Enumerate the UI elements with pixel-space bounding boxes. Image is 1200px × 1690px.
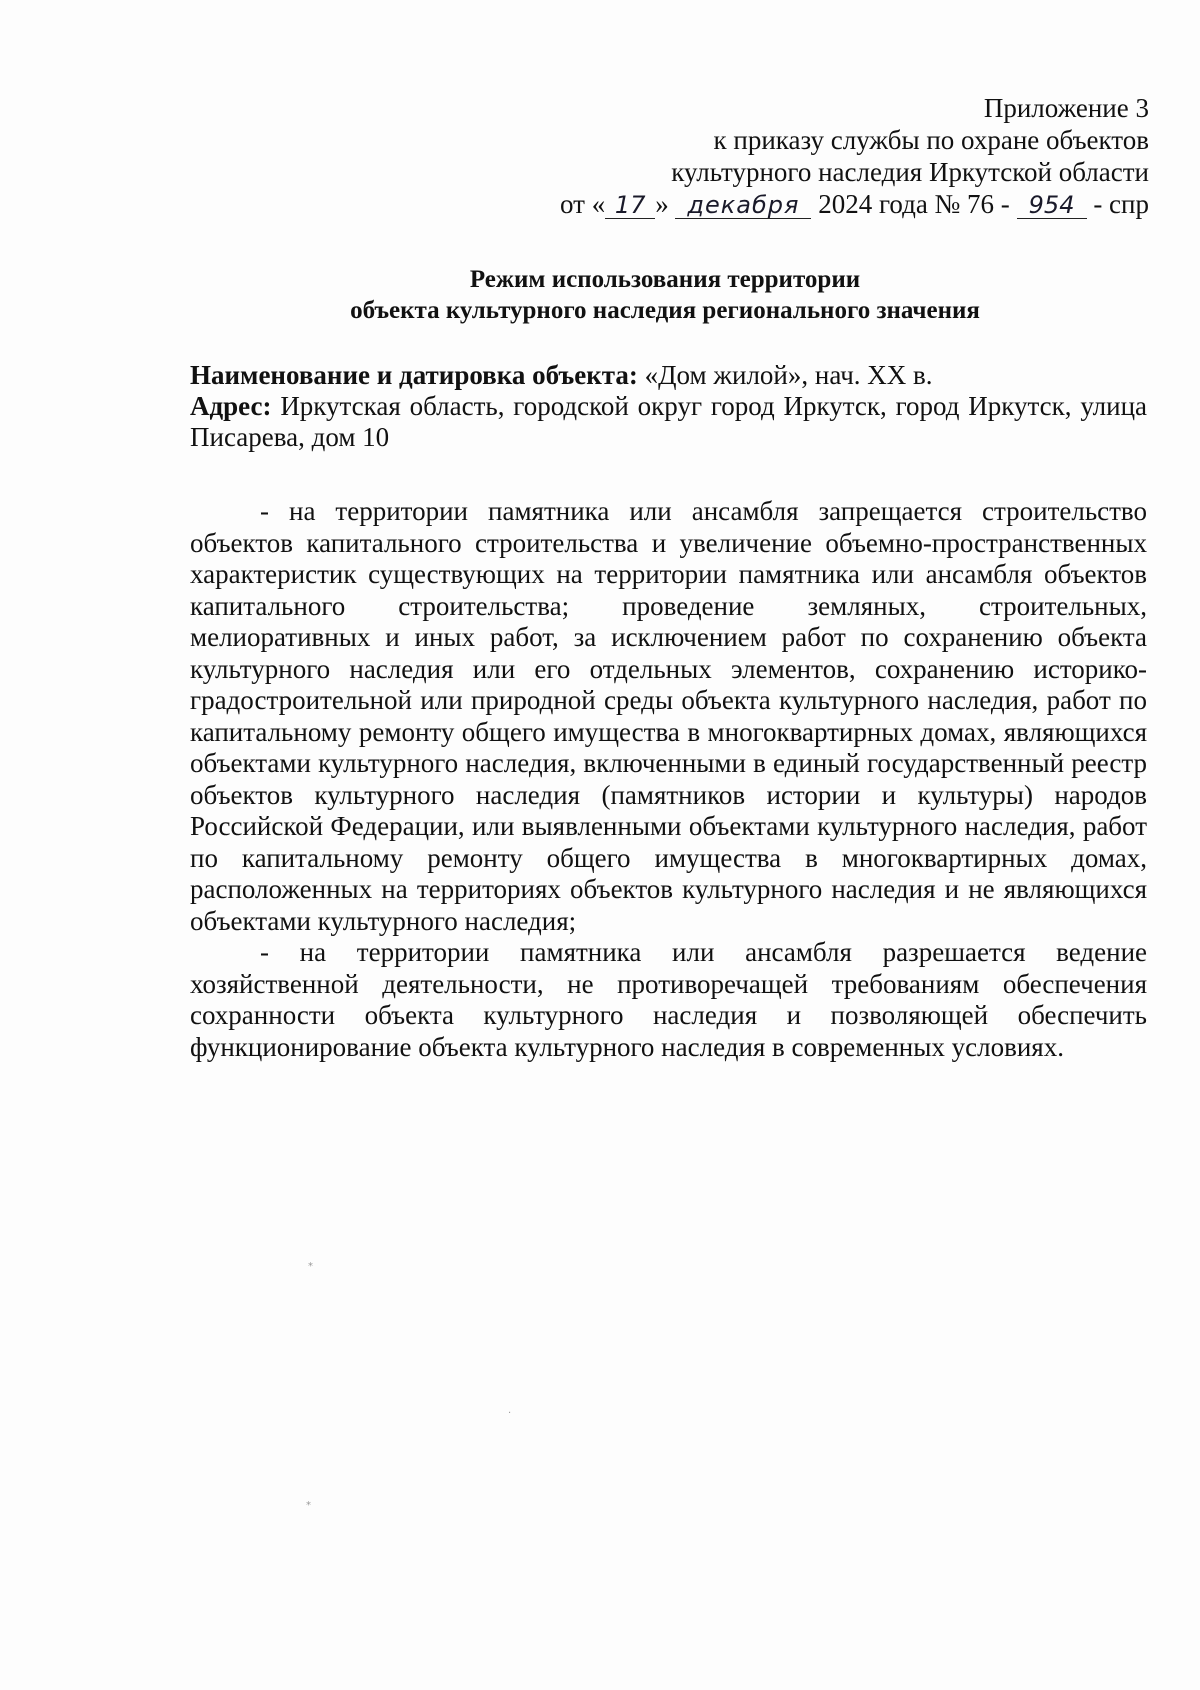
object-name-label: Наименование и датировка объекта: (190, 360, 638, 390)
object-address-value: Иркутская область, городской округ город Иркутск, город Иркутск, улица Писарева, дом 10 (190, 391, 1148, 452)
appendix-date-line (560, 188, 1149, 220)
regime-paragraph-permission: - на территории памятника или ансамбля разрешается ведение хозяйственной деятельности, не противоречащей требованиям обеспечения сохранности объекта культурного наследия и позволяющей обеспечить функционирование объекта культурного наследия в современных условиях. (190, 937, 1147, 1062)
date-mid: » (655, 189, 669, 219)
handwritten-order-number: 954 (1017, 192, 1087, 219)
date-year-text: 2024 года № 76 - (818, 189, 1010, 219)
object-name-value: «Дом жилой», нач. XX в. (644, 360, 933, 390)
object-address-label: Адрес: (190, 391, 272, 421)
object-name-row (190, 360, 1147, 391)
handwritten-day: 17 (605, 192, 655, 219)
object-info (190, 360, 1147, 453)
scan-speck: ⁎ (306, 1497, 311, 1508)
appendix-order-ref: к приказу службы по охране объектов (713, 125, 1149, 155)
appendix-authority: культурного наследия Иркутской области (671, 157, 1149, 187)
regime-paragraph-prohibition: - на территории памятника или ансамбля запрещается строительство объектов капитального строительства и увеличение объемно-пространственных характеристик существующих на территории памятника или ансамбля объектов капитального строительства; проведение земляных, строительных, мелиоративных и иных работ, за исключением работ по сохранению объекта культурного наследия или его отдельных элементов, сохранению историко-градостроительной или природной среды объекта культурного наследия, работ по капитальному ремонту общего имущества в многоквартирных домах, являющихся объектами культурного наследия, включенными в единый государственный реестр объектов культурного наследия (памятников истории и культуры) народов Российской Федерации, или выявленными объектами культурного наследия, работ по капитальному ремонту общего имущества в многоквартирных домах, расположенных на территориях объектов культурного наследия и не являющихся объектами культурного наследия; (190, 496, 1147, 936)
handwritten-month: декабря (675, 192, 811, 219)
title-line-2: объекта культурного наследия регионального значения (350, 297, 980, 324)
appendix-header (560, 92, 1149, 220)
date-prefix: от « (560, 189, 606, 219)
appendix-number: Приложение 3 (983, 93, 1149, 123)
scan-speck: ⁎ (308, 1258, 313, 1269)
scan-speck: · (508, 1408, 512, 1419)
order-suffix: - спр (1093, 189, 1149, 219)
title-line-1: Режим использования территории (469, 266, 861, 293)
document-title (190, 264, 1140, 326)
regime-body (190, 496, 1147, 1063)
object-address-row (190, 391, 1147, 453)
